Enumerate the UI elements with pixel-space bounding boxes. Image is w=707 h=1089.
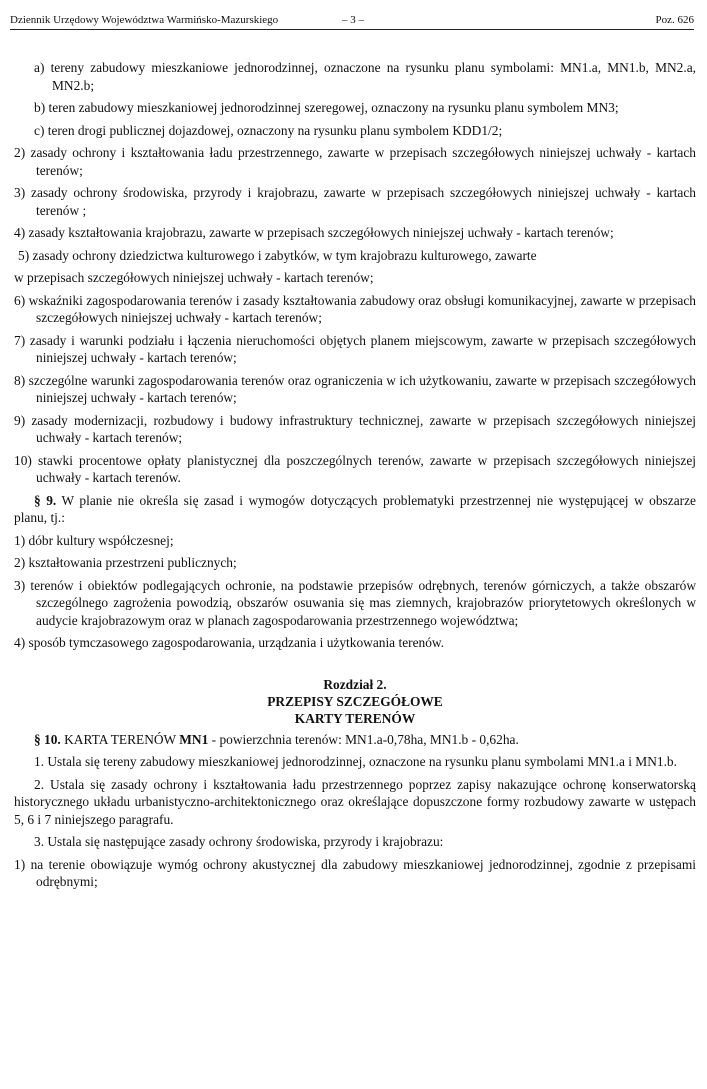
list-item-4: 4) zasady kształtowania krajobrazu, zawarte w przepisach szczegółowych niniejszej uchwały - kartach terenów; xyxy=(14,225,614,240)
paragraph-9-text: W planie nie określa się zasad i wymogów dotyczących problematyki przestrzennej nie występującej w obszarze planu, tj.: xyxy=(14,492,697,525)
position-number: Poz. 626 xyxy=(655,14,694,26)
list-item-a: a) tereny zabudowy mieszkaniowe jednorodzinnej, oznaczone na rysunku planu symbolami: MN1.a, MN1.b, MN2.a, MN2.b; xyxy=(34,60,696,93)
list-item-b: b) teren zabudowy mieszkaniowej jednorodzinnej szeregowej, oznaczony na rysunku planu symbolem MN3; xyxy=(34,100,619,115)
par9-item-2: 2) kształtowania przestrzeni publicznych; xyxy=(14,555,237,570)
par9-item-4: 4) sposób tymczasowego zagospodarowania, urządzania i użytkowania terenów. xyxy=(14,635,445,650)
paragraph-10-label: § 10. xyxy=(34,731,61,747)
paragraph-10-symbol: MN1 xyxy=(179,731,209,747)
page-number: – 3 – xyxy=(342,14,364,26)
paragraph-10-title xyxy=(14,731,696,749)
paragraph-9-label: § 9. xyxy=(34,492,57,508)
paragraph-9 xyxy=(14,492,696,527)
paragraph-10-title-post: - powierzchnia terenów: MN1.a-0,78ha, MN1.b - 0,62ha. xyxy=(208,731,519,747)
chapter-heading xyxy=(14,676,696,727)
list-item-7: 7) zasady i warunki podziału i łączenia nieruchomości objętych planem miejscowym, zawarte w przepisach szczegółowych niniejszej uchwały - kartach terenów; xyxy=(14,332,696,365)
list-item-3: 3) zasady ochrony środowiska, przyrody i krajobrazu, zawarte w przepisach szczegółowych niniejszej uchwały - kartach terenów ; xyxy=(14,185,696,218)
list-item-2: 2) zasady ochrony i kształtowania ładu przestrzennego, zawarte w przepisach szczegółowych niniejszej uchwały - kartach terenów; xyxy=(14,145,696,178)
journal-title: Dziennik Urzędowy Województwa Warmińsko-Mazurskiego xyxy=(10,14,279,26)
chapter-title: PRZEPISY SZCZEGÓŁOWE xyxy=(267,693,443,709)
list-item-c: c) teren drogi publicznej dojazdowej, oznaczony na rysunku planu symbolem KDD1/2; xyxy=(34,122,503,138)
par10-section-3-item-1: 1) na terenie obowiązuje wymóg ochrony akustycznej dla zabudowy mieszkaniowej jednorodzinnej, zgodnie z przepisami odrębnymi; xyxy=(14,856,696,889)
list-item-10: 10) stawki procentowe opłaty planistycznej dla poszczególnych terenów, zawarte w przepisach szczegółowych niniejszej uchwały - kartach terenów. xyxy=(14,452,696,485)
par9-item-3: 3) terenów i obiektów podlegających ochronie, na podstawie przepisów odrębnych, terenów górniczych, a także obszarów szczególnego zagrożenia powodzią, obszarów osuwania się mas ziemnych, krajobrazów priorytetowych określonych w audycie krajobrazowym oraz w planach zagospodarowania przestrzennego województwa; xyxy=(14,577,696,628)
list-item-5-line2: w przepisach szczegółowych niniejszej uchwały - kartach terenów; xyxy=(14,270,374,285)
paragraph-10-title-pre: KARTA TERENÓW xyxy=(60,731,180,747)
chapter-subtitle: KARTY TERENÓW xyxy=(294,710,416,726)
par10-section-3: 3. Ustala się następujące zasady ochrony środowiska, przyrody i krajobrazu: xyxy=(34,834,444,849)
par9-item-1: 1) dóbr kultury współczesnej; xyxy=(14,532,174,548)
par10-section-2: 2. Ustala się zasady ochrony i kształtowania ładu przestrzennego poprzez zapisy nakazujące ochronę konserwatorską historycznego układu urbanistyczno-architektonicznego oraz określające dopuszczone formy rozbudowy zawarte w ustępach 5, 6 i 7 niniejszego paragrafu. xyxy=(14,776,696,827)
list-item-6: 6) wskaźniki zagospodarowania terenów i zasady kształtowania zabudowy oraz obsługi komunikacyjnej, zawarte w przepisach szczegółowych niniejszej uchwały - kartach terenów; xyxy=(14,292,696,325)
document-body xyxy=(14,59,696,896)
list-item-5-line1: 5) zasady ochrony dziedzictwa kulturowego i zabytków, w tym krajobrazu kulturowego, zawarte xyxy=(18,247,537,263)
chapter-number: Rozdział 2. xyxy=(323,676,387,692)
page-header xyxy=(10,13,694,30)
par10-section-1: 1. Ustala się tereny zabudowy mieszkaniowej jednorodzinnej, oznaczone na rysunku planu symbolami MN1.a i MN1.b. xyxy=(34,754,677,769)
list-item-9: 9) zasady modernizacji, rozbudowy i budowy infrastruktury technicznej, zawarte w przepisach szczegółowych niniejszej uchwały - kartach terenów; xyxy=(14,412,696,445)
list-item-8: 8) szczególne warunki zagospodarowania terenów oraz ograniczenia w ich użytkowaniu, zawarte w przepisach szczegółowych niniejszej uchwały - kartach terenów; xyxy=(14,372,696,405)
